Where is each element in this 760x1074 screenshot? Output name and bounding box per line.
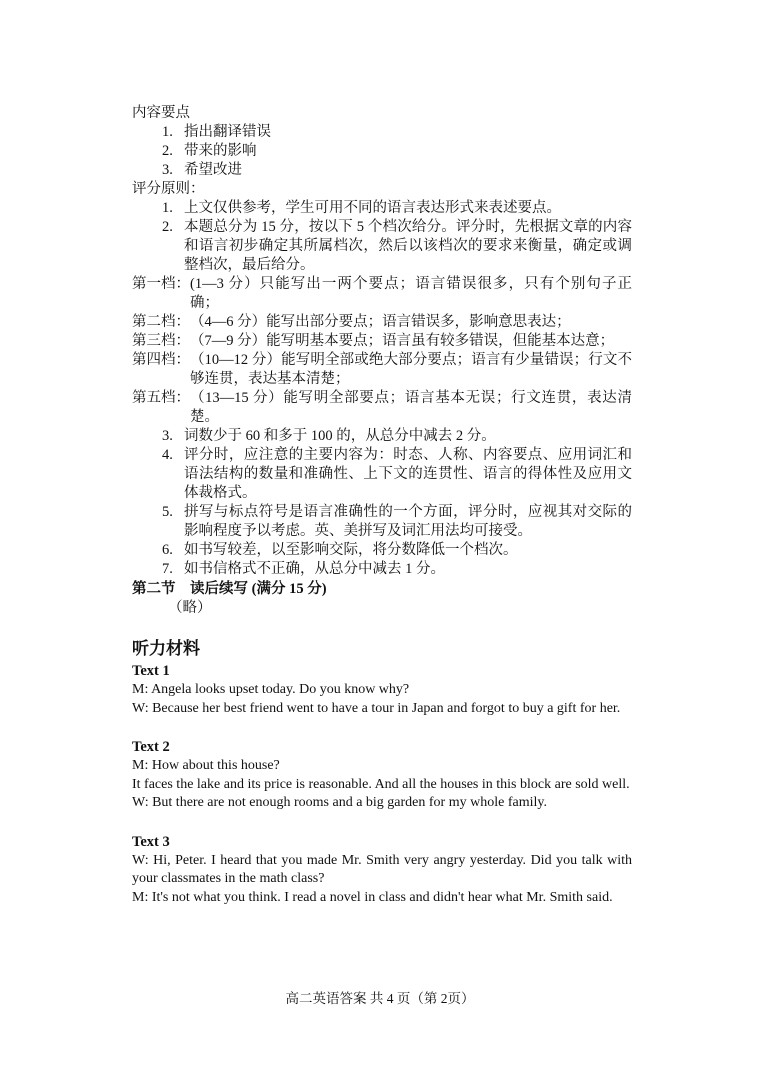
dialogue-line: M: It's not what you think. I read a novel in class and didn't hear what Mr. Smith said. bbox=[132, 889, 613, 905]
text-label: Text 1 bbox=[132, 663, 170, 679]
tier-row bbox=[132, 351, 632, 389]
list-number: 3. bbox=[162, 428, 173, 444]
scoring-item bbox=[162, 560, 632, 579]
tier-row bbox=[132, 275, 632, 313]
tier-row bbox=[132, 332, 632, 351]
tier-row bbox=[132, 313, 632, 332]
scoring-item bbox=[162, 427, 632, 446]
content-point bbox=[162, 123, 632, 142]
dialogue-line: W: Hi, Peter. I heard that you made Mr. Smith very angry yesterday. Did you talk with your classmates in the math class? bbox=[132, 852, 632, 886]
listening-title: 听力材料 bbox=[132, 639, 200, 658]
content-point bbox=[162, 142, 632, 161]
tier-label: 第五档： bbox=[132, 390, 190, 406]
dialogue-line: M: How about this house? bbox=[132, 758, 280, 773]
scoring-item bbox=[162, 503, 632, 541]
list-text: 如书写较差，以至影响交际，将分数降低一个档次。 bbox=[184, 542, 518, 558]
list-number: 5. bbox=[162, 504, 173, 520]
dialogue-line: It faces the lake and its price is reasonable. And all the houses in this block are sold well. bbox=[132, 776, 630, 792]
content-point bbox=[162, 161, 632, 180]
scoring-item bbox=[162, 218, 632, 275]
list-number: 3. bbox=[162, 162, 173, 178]
dialogue-line: W: But there are not enough rooms and a big garden for my whole family. bbox=[132, 795, 547, 810]
list-number: 1. bbox=[162, 124, 173, 140]
list-number: 7. bbox=[162, 561, 173, 577]
list-text: 拼写与标点符号是语言准确性的一个方面，评分时，应视其对交际的影响程度予以考虑。英、美拼写及词汇用法均可接受。 bbox=[184, 504, 632, 539]
tier-text: （13—15 分）能写明全部要点；语言基本无误；行文连贯，表达清楚。 bbox=[190, 390, 632, 425]
dialogue-line: W: Because her best friend went to have a tour in Japan and forgot to buy a gift for her. bbox=[132, 700, 621, 716]
tier-text: （10—12 分）能写明全部或绝大部分要点；语言有少量错误；行文不够连贯，表达基本清楚； bbox=[190, 352, 632, 387]
text-label: Text 3 bbox=[132, 833, 170, 850]
list-text: 本题总分为 15 分，按以下 5 个档次给分。评分时，先根据文章的内容和语言初步确定其所属档次，然后以该档次的要求来衡量，确定或调整档次，最后给分。 bbox=[184, 219, 632, 273]
list-number: 2. bbox=[162, 219, 173, 235]
dialogue-line: M: Angela looks upset today. Do you know why? bbox=[132, 682, 410, 697]
tier-text: （4—6 分）能写出部分要点；语言错误多，影响意思表达； bbox=[190, 314, 571, 330]
tier-label: 第三档： bbox=[132, 333, 190, 349]
scoring-item bbox=[162, 541, 632, 560]
list-number: 2. bbox=[162, 143, 173, 159]
tier-label: 第一档： bbox=[132, 276, 190, 292]
tier-text: （7—9 分）能写明基本要点；语言虽有较多错误，但能基本达意； bbox=[190, 333, 615, 349]
list-text: 上文仅供参考，学生可用不同的语言表达形式来表述要点。 bbox=[184, 200, 561, 216]
list-text: 指出翻译错误 bbox=[184, 124, 271, 140]
tier-row bbox=[132, 389, 632, 427]
scoring-heading: 评分原则： bbox=[132, 181, 205, 197]
tier-text: (1—3 分）只能写出一两个要点；语言错误很多，只有个别句子正确； bbox=[190, 276, 632, 311]
section-title: 第二节 读后续写 (满分 15 分) bbox=[132, 581, 327, 597]
tier-label: 第四档： bbox=[132, 352, 190, 368]
scoring-item bbox=[162, 199, 632, 218]
page-footer: 高二英语答案 共 4 页（第 2页） bbox=[285, 991, 475, 1006]
list-number: 1. bbox=[162, 200, 173, 216]
content-points-heading: 内容要点 bbox=[132, 105, 190, 121]
list-text: 希望改进 bbox=[184, 162, 242, 178]
scoring-item bbox=[162, 446, 632, 503]
list-text: 带来的影响 bbox=[184, 143, 257, 159]
section-note: （略） bbox=[168, 600, 212, 616]
list-text: 词数少于 60 和多于 100 的，从总分中减去 2 分。 bbox=[184, 428, 496, 444]
tier-label: 第二档： bbox=[132, 314, 190, 330]
list-number: 6. bbox=[162, 542, 173, 558]
page-content bbox=[132, 104, 632, 907]
list-number: 4. bbox=[162, 447, 173, 463]
list-text: 如书信格式不正确，从总分中减去 1 分。 bbox=[184, 561, 445, 577]
text-label: Text 2 bbox=[132, 739, 170, 755]
list-text: 评分时，应注意的主要内容为：时态、人称、内容要点、应用词汇和语法结构的数量和准确性、上下文的连贯性、语言的得体性及应用文体裁格式。 bbox=[184, 447, 632, 501]
